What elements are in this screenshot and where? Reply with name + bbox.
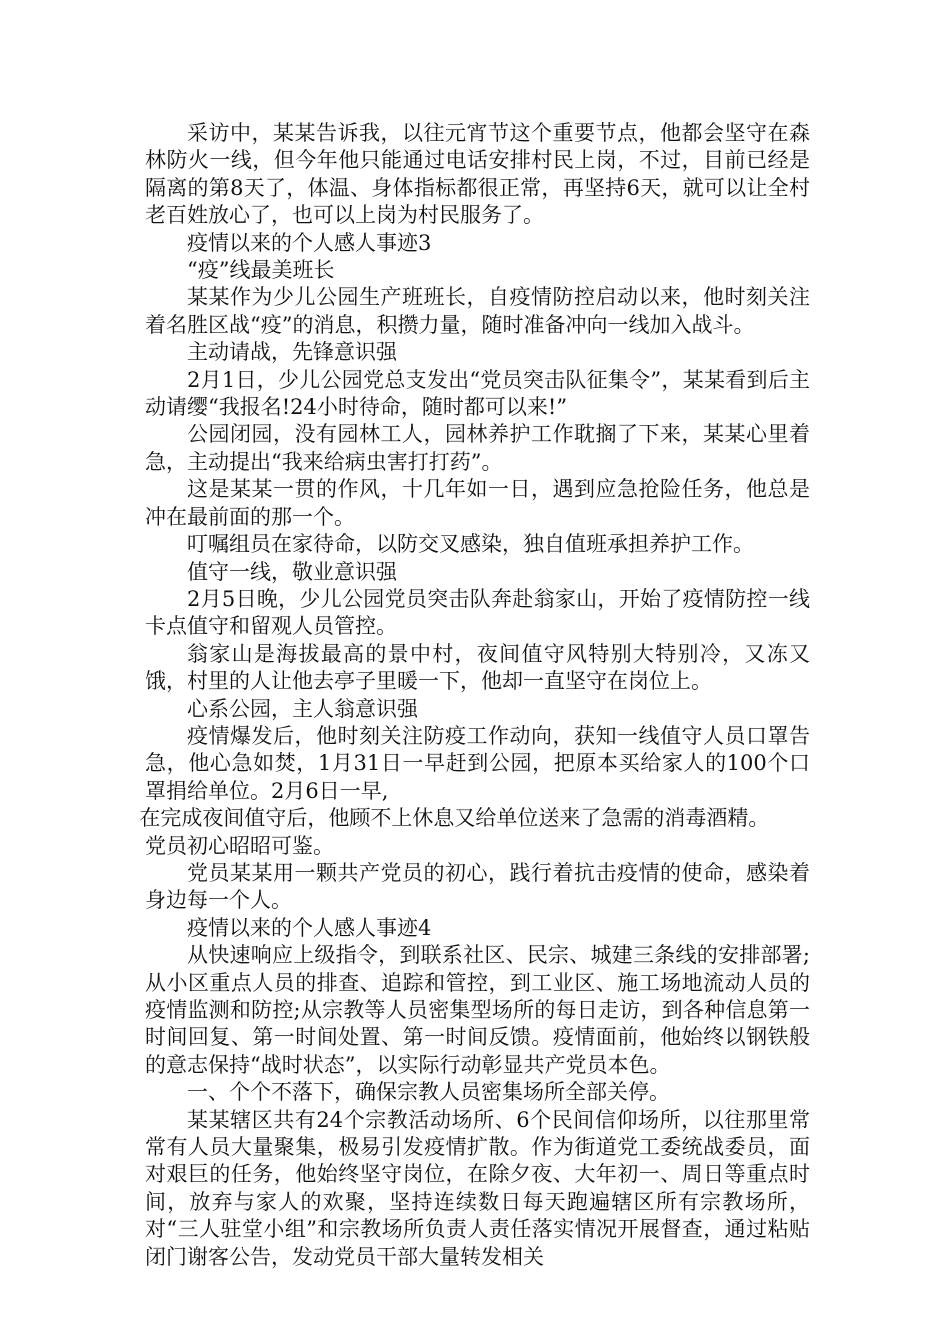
story-3-headline: “疫”线最美班长 bbox=[187, 258, 335, 283]
subheading-religious-sites: 一、个个不落下，确保宗教人员密集场所全部关停。 bbox=[187, 1080, 670, 1105]
section-title-story-4: 疫情以来的个人感人事迹4 bbox=[187, 915, 432, 940]
paragraph-interview: 采访中，某某告诉我，以往元宵节这个重要节点，他都会坚守在森林防火一线，但今年他只能通过电话安排村民上岗，不过，目前已经是隔离的第8天了，体温、身体指标都很正常，再坚持6天，就可以让全村老百姓放心了，也可以上岗为村民服务了。 bbox=[145, 121, 810, 228]
paragraph-on-duty-alone: 叮嘱组员在家待命，以防交叉感染，独自值班承担养护工作。 bbox=[187, 532, 754, 557]
subheading-park-owner: 心系公园，主人翁意识强 bbox=[187, 696, 418, 721]
paragraph-park-closed: 公园闭园，没有园林工人，园林养护工作耽搁了下来，某某心里着急，主动提出“我来给病虫害打打药”。 bbox=[145, 422, 810, 474]
paragraph-religious-sites: 某某辖区共有24个宗教活动场所、6个民间信仰场所，以往那里常常有人员大量聚集，极易引发疫情扩散。作为街道党工委统战委员，面对艰巨的任务，他始终坚守岗位，在除夕夜、大年初一、周日等重点时间，放弃与家人的欢聚，坚持连续数日每天跑遍辖区所有宗教场所，对“三人驻堂小组”和宗教场所负责人责任落实情况开展督查，通过粘贴闭门谢客公告，发动党员干部大量转发相关 bbox=[145, 1107, 810, 1269]
paragraph-disinfectant: 在完成夜间值守后，他顾不上休息又给单位送来了急需的消毒酒精。 bbox=[139, 806, 770, 831]
paragraph-style: 这是某某一贯的作风，十几年如一日，遇到应急抢险任务，他总是冲在最前面的那一个。 bbox=[145, 477, 810, 529]
paragraph-feb-5: 2月5日晚，少儿公园党员突击队奔赴翁家山，开始了疫情防控一线卡点值守和留观人员管控。 bbox=[145, 586, 810, 639]
paragraph-wengjiashan: 翁家山是海拔最高的景中村，夜间值守风特别大特别冷，又冻又饿，村里的人让他去亭子里暖一下，他却一直坚守在岗位上。 bbox=[145, 641, 810, 694]
document-page bbox=[139, 120, 810, 1271]
paragraph-team-leader: 某某作为少儿公园生产班班长，自疫情防控启动以来，他时刻关注着名胜区战“疫”的消息，积攒力量，随时准备冲向一线加入战斗。 bbox=[145, 285, 810, 337]
paragraph-masks: 疫情爆发后，他时刻关注防疫工作动向，获知一线值守人员口罩告急，他心急如焚，1月31日一早赶到公园，把原本买给家人的100个口罩捐给单位。2月6日一早, bbox=[145, 723, 810, 803]
subheading-volunteer: 主动请战，先锋意识强 bbox=[187, 340, 397, 365]
section-title-story-3: 疫情以来的个人感人事迹3 bbox=[187, 230, 432, 255]
paragraph-party-heart: 党员初心昭昭可鉴。 bbox=[145, 833, 334, 858]
paragraph-mission: 党员某某用一颗共产党员的初心，践行着抗击疫情的使命，感染着身边每一个人。 bbox=[145, 860, 810, 913]
paragraph-rapid-response: 从快速响应上级指令，到联系社区、民宗、城建三条线的安排部署;从小区重点人员的排查、追踪和管控，到工业区、施工场地流动人员的疫情监测和防控;从宗教等人员密集型场所的每日走访，到各种信息第一时间回复、第一时间处置、第一时间反馈。疫情面前，他始终以钢铁般的意志保持“战时状态”，以实际行动彰显共产党员本色。 bbox=[145, 943, 810, 1077]
subheading-frontline: 值守一线，敬业意识强 bbox=[187, 559, 397, 584]
paragraph-feb-1: 2月1日，少儿公园党总支发出“党员突击队征集令”，某某看到后主动请缨“我报名!24小时待命，随时都可以来!” bbox=[145, 367, 810, 420]
